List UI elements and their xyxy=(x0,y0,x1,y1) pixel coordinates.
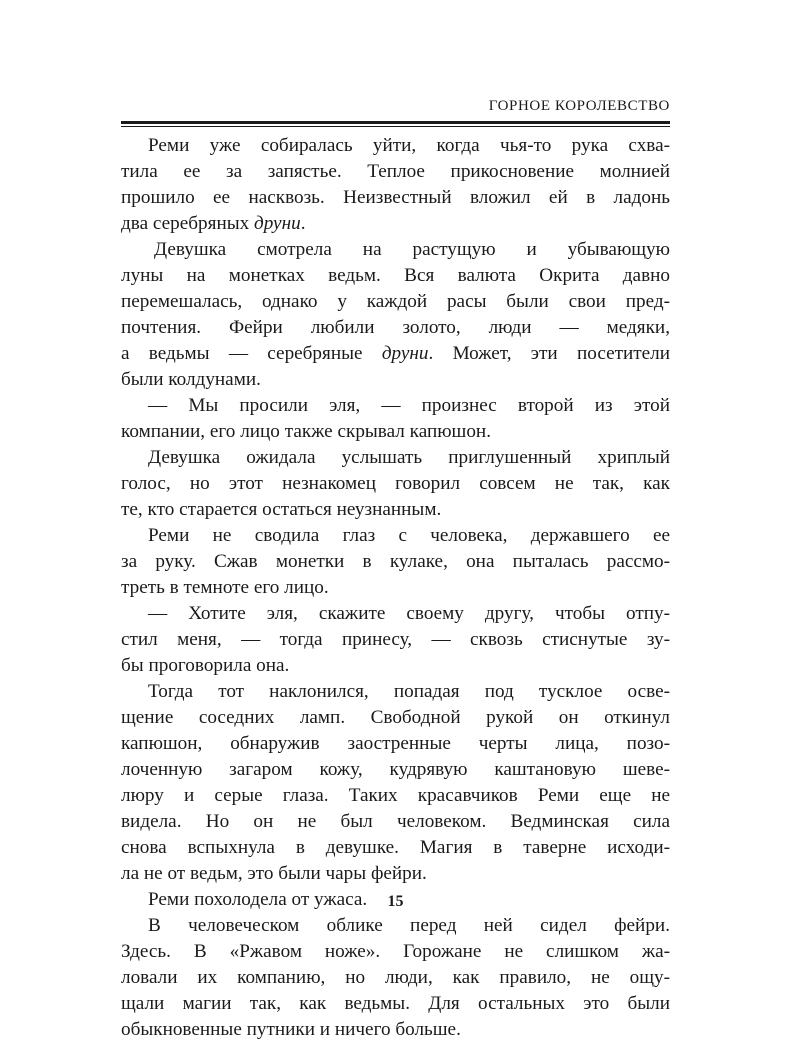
running-title: ГОРНОЕ КОРОЛЕВСТВО xyxy=(488,98,670,114)
text-line: Реми не сводила глаз с человека, державшего ее xyxy=(148,525,670,546)
text-line xyxy=(121,211,670,237)
text-line: те, кто старается остаться неузнанным. xyxy=(121,499,442,520)
text-fragment: . xyxy=(300,213,306,234)
text-line: видела. Но он не был человеком. Ведминская сила xyxy=(121,811,670,832)
italic-word: друни xyxy=(254,213,301,234)
text-line: ла не от ведьм, это были чары фейри. xyxy=(121,863,427,884)
text-fragment: два серебряных xyxy=(121,213,254,234)
text-line: лоченную загаром кожу, кудрявую каштановую шеве- xyxy=(121,759,670,780)
text-line: — Хотите эля, скажите своему другу, чтобы отпу- xyxy=(148,603,670,624)
text-line: обыкновенные путники и ничего больше. xyxy=(121,1019,461,1040)
text-line: за руку. Сжав монетки в кулаке, она пыталась рассмо- xyxy=(121,551,670,572)
text-line: Девушка смотрела на растущую и убывающую xyxy=(154,239,670,260)
text-line: щали магии так, как ведьмы. Для остальных это были xyxy=(121,993,670,1014)
text-line: Реми похолодела от ужаса. xyxy=(148,889,368,910)
text-line: люру и серые глаза. Таких красавчиков Реми еще не xyxy=(121,785,670,806)
text-line: Здесь. В «Ржавом ноже». Горожане не слишком жа- xyxy=(121,941,670,962)
text-line: Реми уже собиралась уйти, когда чья-то рука схва- xyxy=(148,135,670,156)
text-line: — Мы просили эля, — произнес второй из этой xyxy=(148,395,670,416)
text-line: капюшон, обнаружив заостренные черты лица, позо- xyxy=(121,733,670,754)
text-fragment: . Может, эти посетители xyxy=(428,343,670,364)
page-number: 15 xyxy=(387,893,404,910)
header-rule-thin xyxy=(121,126,670,127)
text-line: почтения. Фейри любили золото, люди — медяки, xyxy=(121,317,670,338)
text-line: снова вспыхнула в девушке. Магия в таверне исходи- xyxy=(121,837,670,858)
header-rule xyxy=(121,121,670,124)
text-line: перемешалась, однако у каждой расы были свои пред- xyxy=(121,291,670,312)
text-line: бы проговорила она. xyxy=(121,655,290,676)
text-line: ловали их компанию, но люди, как правило, не ощу- xyxy=(121,967,670,988)
text-line: компании, его лицо также скрывал капюшон. xyxy=(121,421,491,442)
text-line: тила ее за запястье. Теплое прикосновение молнией xyxy=(121,161,670,182)
text-line: луны на монетках ведьм. Вся валюта Окрита давно xyxy=(121,265,670,286)
text-line: Девушка ожидала услышать приглушенный хриплый xyxy=(148,447,670,468)
text-line: стил меня, — тогда принесу, — сквозь стиснутые зу- xyxy=(121,629,670,650)
text-line: В человеческом облике перед ней сидел фейри. xyxy=(148,915,670,936)
text-line: были колдунами. xyxy=(121,369,261,390)
italic-word: друни xyxy=(381,343,429,364)
text-line: треть в темноте его лицо. xyxy=(121,577,329,598)
text-line: щение соседних ламп. Свободной рукой он откинул xyxy=(121,707,670,728)
text-line xyxy=(121,341,670,367)
text-line: голос, но этот незнакомец говорил совсем не так, как xyxy=(121,473,670,494)
text-line: Тогда тот наклонился, попадая под тусклое осве- xyxy=(148,681,670,702)
text-fragment: а ведьмы — серебряные xyxy=(121,343,382,364)
text-line: прошило ее насквозь. Неизвестный вложил ей в ладонь xyxy=(121,187,670,208)
